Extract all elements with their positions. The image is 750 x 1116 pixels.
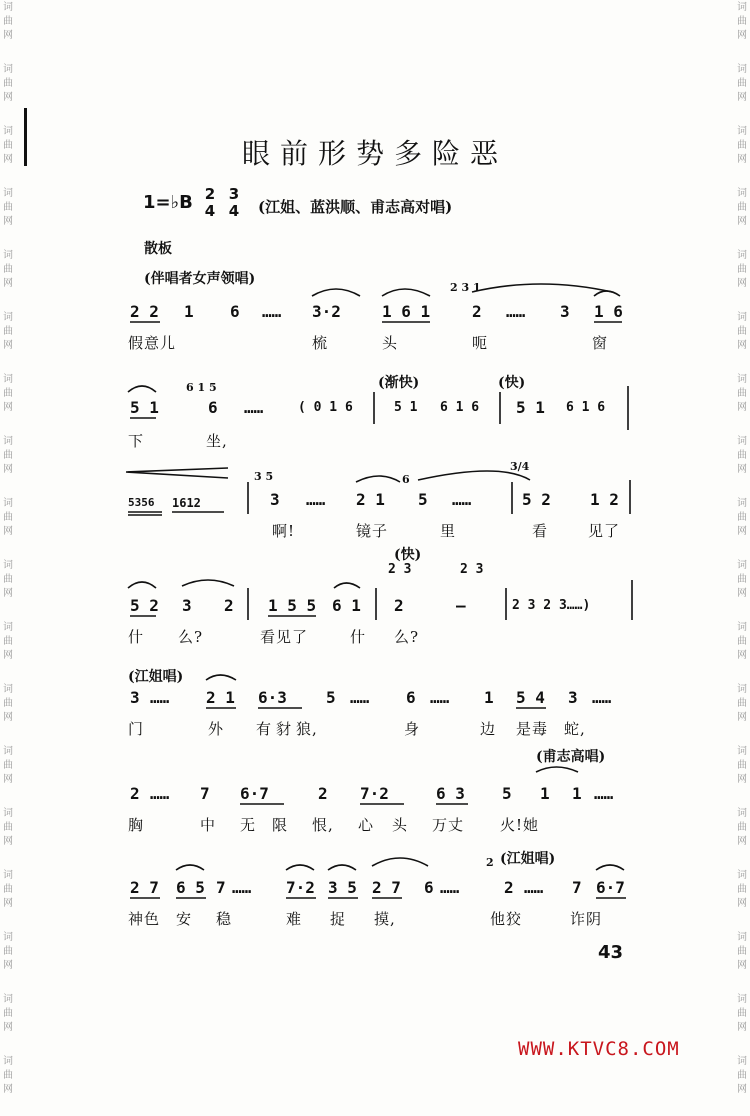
time-signature-1: 2 4 [204,185,216,220]
note: 2 7 [130,878,159,897]
watermark-glyph: 网 [3,588,13,599]
watermark-glyph: 词 [737,808,747,819]
watermark-glyph: 曲 [3,1008,13,1019]
watermark-glyph: 曲 [737,202,747,213]
watermark-glyph: 词 [3,932,13,943]
watermark-glyph: 曲 [3,1070,13,1081]
watermark-glyph: 网 [3,216,13,227]
lyric: 心 [358,816,375,834]
watermark-glyph: 曲 [3,78,13,89]
watermark-glyph: 网 [737,588,747,599]
watermark-glyph: 网 [737,774,747,785]
note: 6 [208,398,218,417]
watermark-glyph: 网 [737,216,747,227]
watermark-glyph: 词 [737,374,747,385]
tempo-change: (渐快) [378,375,420,391]
lyric: 里 [440,522,457,540]
watermark-glyph: 网 [737,340,747,351]
watermark-glyph: 词 [3,870,13,881]
note: 6·7 [240,784,269,803]
note: 2 7 [372,878,401,897]
watermark-glyph: 词 [3,808,13,819]
lyric: 么? [178,628,204,646]
note: 5 2 [522,490,551,509]
lyric: 镜子 [356,522,389,540]
note: 5356 [128,496,155,509]
watermark-glyph: 词 [737,2,747,13]
note: 7 [200,784,210,803]
lyric: 捉 [330,910,347,928]
watermark-glyph: 词 [3,64,13,75]
note: 1 [184,302,194,321]
watermark-glyph: 曲 [3,326,13,337]
performance-note: (江姐唱) [500,851,556,867]
note: 5 1 [130,398,159,417]
watermark-glyph: 网 [737,1084,747,1095]
watermark-glyph: 词 [737,250,747,261]
watermark-glyph: 曲 [3,450,13,461]
watermark-glyph: 网 [3,278,13,289]
note: 1 [572,784,582,803]
note: 5 [502,784,512,803]
watermark-glyph: 曲 [3,16,13,27]
lyric: 么? [394,628,420,646]
note: …… [232,878,252,897]
watermark-glyph: 曲 [737,16,747,27]
note: …… [592,688,612,707]
watermark-glyph: 词 [737,684,747,695]
note: 5 1 [516,398,545,417]
watermark-glyph: 曲 [737,388,747,399]
lyric: 窗 [592,334,609,352]
lyric: 蛇, [564,720,586,738]
note: 2 3 [388,562,412,577]
note: 6 1 [332,596,361,615]
watermark-glyph: 网 [737,154,747,165]
watermark-glyph: 词 [3,684,13,695]
note: 2 [224,596,234,615]
watermark-glyph: 网 [3,402,13,413]
watermark-glyph: 曲 [737,884,747,895]
page-title: 眼前形势多险恶 [241,137,508,170]
watermark-glyph: 网 [737,898,747,909]
note: 6 [406,688,416,707]
watermark-glyph: 曲 [737,512,747,523]
grace-note: 2 [486,856,494,869]
watermark-glyph: 网 [3,154,13,165]
watermark-glyph: 曲 [737,822,747,833]
watermark-glyph: 词 [3,436,13,447]
watermark-glyph: 网 [737,402,747,413]
note: 2 2 [130,302,159,321]
note: 6 [230,302,240,321]
watermark-glyph: 网 [3,960,13,971]
lyric: 限 [272,816,289,834]
performance-note: (江姐唱) [128,669,184,685]
lyric: 恨, [312,816,334,834]
note: 7·2 [286,878,315,897]
watermark-glyph: 词 [737,64,747,75]
note: 2 1 [356,490,385,509]
watermark-glyph: 曲 [3,946,13,957]
note: 2 [130,784,140,803]
watermark-glyph: 曲 [3,388,13,399]
watermark-glyph: 曲 [3,884,13,895]
note: 6 [424,878,434,897]
note: 2 [394,596,404,615]
note: 1 [484,688,494,707]
note: 5 [418,490,428,509]
watermark-glyph: 词 [3,312,13,323]
singers-note: (江姐、蓝洪顺、甫志高对唱) [258,198,453,216]
watermark-glyph: 词 [3,126,13,137]
watermark-glyph: 网 [3,898,13,909]
watermark-glyph: 曲 [3,512,13,523]
note: — [456,596,466,615]
note: 3 [560,302,570,321]
lyric: 稳 [216,910,233,928]
note: 2 3 2 3……) [512,598,591,613]
lyric: 呃 [472,334,489,352]
watermark-glyph: 曲 [3,574,13,585]
note: …… [506,302,526,321]
lyric: 下 [128,432,145,450]
watermark-glyph: 网 [3,712,13,723]
note: 3 [130,688,140,707]
performance-note: (伴唱者女声领唱) [144,271,256,287]
watermark-glyph: 词 [3,250,13,261]
note: ( 0 1 6 [298,400,353,415]
note: …… [350,688,370,707]
note: …… [524,878,544,897]
watermark-glyph: 曲 [3,140,13,151]
grace-note: 6 1 5 [186,381,217,394]
note: …… [262,302,282,321]
note: 5 4 [516,688,545,707]
note: …… [150,688,170,707]
note: 3·2 [312,302,341,321]
watermark-glyph: 词 [737,188,747,199]
watermark-glyph: 词 [737,622,747,633]
note: …… [150,784,170,803]
watermark-glyph: 曲 [737,636,747,647]
watermark-glyph: 曲 [3,636,13,647]
watermark-glyph: 词 [3,188,13,199]
performance-note: (甫志高唱) [536,749,606,765]
watermark-glyph: 曲 [3,760,13,771]
watermark-glyph: 词 [3,1056,13,1067]
watermark-glyph: 曲 [737,1070,747,1081]
page-number: 43 [598,942,624,963]
lyric: 见了 [588,522,621,540]
tempo-change: (快) [394,547,422,563]
watermark-glyph: 网 [737,1022,747,1033]
watermark-glyph: 网 [3,30,13,41]
watermark-glyph: 曲 [737,264,747,275]
tempo-change: (快) [498,375,526,391]
lyric: 无 [240,816,257,834]
note: 3 [182,596,192,615]
watermark-glyph: 曲 [3,202,13,213]
watermark-glyph: 词 [737,870,747,881]
watermark-glyph: 曲 [3,822,13,833]
watermark-glyph: 网 [737,30,747,41]
watermark-glyph: 网 [3,774,13,785]
lyric: 啊! [272,522,296,540]
note: 5 2 [130,596,159,615]
lyric: 身 [404,720,421,738]
note: 2 1 [206,688,235,707]
note: …… [594,784,614,803]
grace-note: 6 [402,473,410,486]
note: 6 1 6 [566,400,606,415]
note: 1 2 [590,490,619,509]
lyric: 头 [382,334,399,352]
watermark-glyph: 网 [737,836,747,847]
watermark-glyph: 网 [3,650,13,661]
watermark-glyph: 网 [737,464,747,475]
watermark-glyph: 词 [3,560,13,571]
note: 1 5 5 [268,596,317,615]
watermark-glyph: 词 [3,498,13,509]
watermark-glyph: 词 [737,126,747,137]
note: 6·3 [258,688,287,707]
note: 2 3 [460,562,484,577]
watermark-glyph: 网 [3,836,13,847]
lyric: 梳 [312,334,329,352]
watermark-glyph: 曲 [3,264,13,275]
watermark-glyph: 曲 [737,760,747,771]
note: 7 [216,878,226,897]
watermark-glyph: 网 [737,960,747,971]
note: 3 5 [328,878,357,897]
note: 5 [326,688,336,707]
lyric: 是毒 [516,720,549,738]
watermark-glyph: 网 [3,92,13,103]
note: 6 1 6 [440,400,480,415]
lyric: 外 [208,720,225,738]
watermark-glyph: 词 [737,436,747,447]
note: 7·2 [360,784,389,803]
note: 7 [572,878,582,897]
note: …… [452,490,472,509]
watermark-glyph: 网 [737,526,747,537]
watermark-glyph: 词 [3,622,13,633]
lyric: 坐, [206,432,228,450]
lyric: 狼, [296,720,318,738]
lyric: 有 [256,720,273,738]
note: …… [306,490,326,509]
note: 1 6 1 [382,302,431,321]
note: 1 6 [594,302,623,321]
watermark-glyph: 网 [737,278,747,289]
lyric: 火!她 [500,816,540,834]
watermark-glyph: 曲 [3,698,13,709]
lyric: 他狡 [490,910,523,928]
note: 6 5 [176,878,205,897]
website-watermark: WWW.KTVC8.COM [518,1038,680,1060]
watermark-glyph: 曲 [737,574,747,585]
watermark-glyph: 网 [3,1022,13,1033]
note: 3 [270,490,280,509]
lyric: 头 [392,816,409,834]
lyric: 假意儿 [128,334,177,352]
note: 3 [568,688,578,707]
watermark-glyph: 词 [737,932,747,943]
note: …… [430,688,450,707]
lyric: 胸 [128,816,145,834]
note: 1612 [172,496,201,510]
note: 6 3 [436,784,465,803]
watermark-glyph: 网 [3,526,13,537]
lyric: 什 [350,628,367,646]
watermark-glyph: 网 [3,1084,13,1095]
watermark-glyph: 曲 [737,78,747,89]
watermark-glyph: 词 [737,560,747,571]
watermark-glyph: 网 [737,650,747,661]
watermark-glyph: 曲 [737,698,747,709]
lyric: 看 [532,522,549,540]
lyric: 安 [176,910,193,928]
watermark-glyph: 网 [737,712,747,723]
lyric: 神色 [128,910,161,928]
note: 6·7 [596,878,625,897]
watermark-glyph: 词 [737,312,747,323]
watermark-glyph: 网 [737,92,747,103]
lyric: 豺 [276,720,293,738]
watermark-glyph: 网 [3,340,13,351]
key-signature: 1=♭B [143,192,193,213]
note: 5 1 [394,400,418,415]
watermark-glyph: 曲 [737,326,747,337]
watermark-glyph: 词 [3,994,13,1005]
watermark-glyph: 曲 [737,450,747,461]
watermark-glyph: 网 [3,464,13,475]
watermark-glyph: 词 [737,994,747,1005]
watermark-glyph: 词 [737,1056,747,1067]
note: …… [440,878,460,897]
watermark-glyph: 曲 [737,140,747,151]
lyric: 边 [480,720,497,738]
watermark-glyph: 词 [737,498,747,509]
meter-change: 3/4 [510,460,530,473]
watermark-glyph: 曲 [737,1008,747,1019]
lyric: 万丈 [432,816,465,834]
note: …… [244,398,264,417]
grace-note: 2 3 1 [450,281,481,294]
lyric: 看见了 [260,628,309,646]
grace-note: 3 5 [254,470,274,483]
watermark-glyph: 词 [3,2,13,13]
lyric: 摸, [374,910,396,928]
watermark-glyph: 词 [3,374,13,385]
note: 2 [318,784,328,803]
lyric: 难 [286,910,303,928]
watermark-glyph: 词 [3,746,13,757]
tempo-marking: 散板 [144,241,172,257]
lyric: 中 [200,816,217,834]
lyric: 诈阴 [570,910,603,928]
lyric: 什 [128,628,145,646]
note: 2 [504,878,514,897]
note: 1 [540,784,550,803]
lyric: 门 [128,720,145,738]
watermark-glyph: 曲 [737,946,747,957]
note: 2 [472,302,482,321]
time-signature-2: 3 4 [228,185,240,220]
watermark-glyph: 词 [737,746,747,757]
